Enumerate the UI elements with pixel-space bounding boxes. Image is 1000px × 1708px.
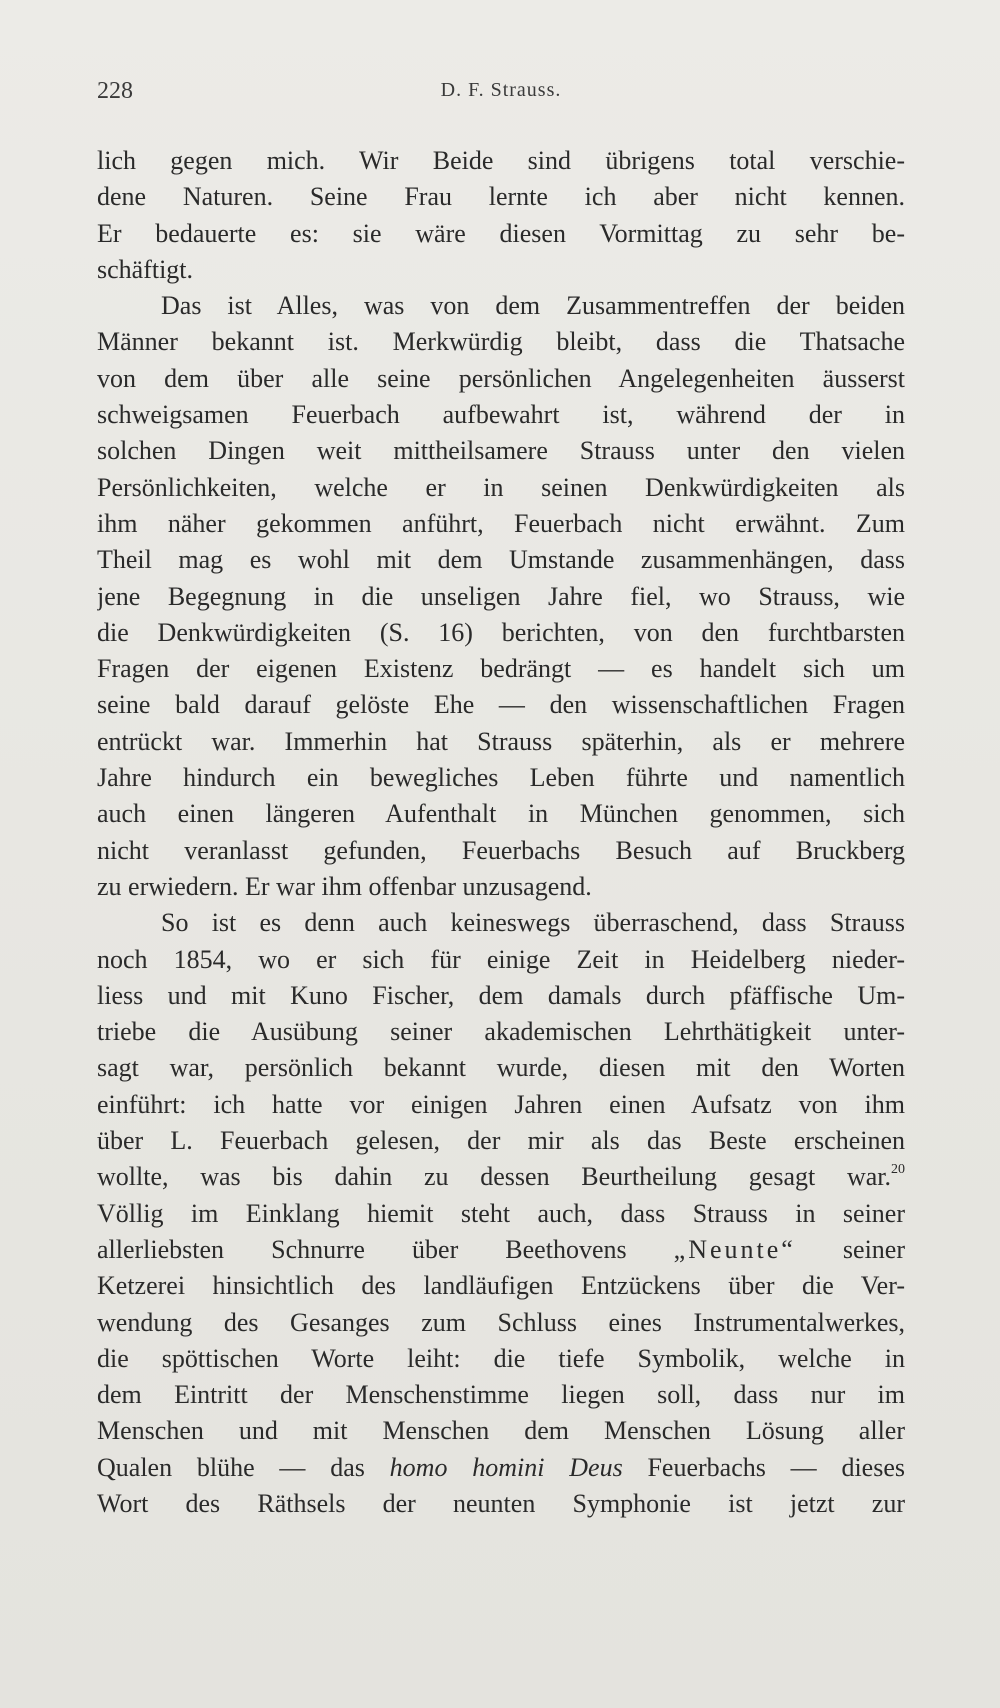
page-header [97, 78, 905, 114]
text-line: über L. Feuerbach gelesen, der mir als das Beste erscheinen [97, 1126, 905, 1156]
text-line: liess und mit Kuno Fischer, dem damals durch pfäffische Um- [97, 980, 905, 1010]
text-line: Theil mag es wohl mit dem Umstande zusammenhängen, dass [97, 545, 905, 575]
line-text-before: allerliebsten Schnurre über Beethovens [97, 1234, 674, 1264]
text-line: Wort des Räthsels der neunten Symphonie ist jetzt zur [97, 1488, 905, 1518]
paragraph-start-line: Das ist Alles, was von dem Zusammentreffen der beiden [161, 291, 905, 321]
text-line: Völlig im Einklang hiemit steht auch, dass Strauss in seiner [97, 1198, 905, 1228]
text-line: Persönlichkeiten, welche er in seinen Denkwürdigkeiten als [97, 472, 905, 502]
line-text-after: seiner [795, 1234, 905, 1264]
text-line: entrückt war. Immerhin hat Strauss späterhin, als er mehrere [97, 726, 905, 756]
text-line: Ketzerei hinsichtlich des landläufigen Entzückens über die Ver- [97, 1271, 905, 1301]
text-line: jene Begegnung in die unseligen Jahre fiel, wo Strauss, wie [97, 581, 905, 611]
text-line: auch einen längeren Aufenthalt in München genommen, sich [97, 799, 905, 829]
text-line: nicht veranlasst gefunden, Feuerbachs Besuch auf Bruckberg [97, 835, 905, 865]
text-line: die spöttischen Worte leiht: die tiefe Symbolik, welche in [97, 1343, 905, 1373]
text-line: dem Eintritt der Menschenstimme liegen soll, dass nur im [97, 1380, 905, 1410]
text-line: seine bald darauf gelöste Ehe — den wissenschaftlichen Fragen [97, 690, 905, 720]
line-text: wollte, was bis dahin zu dessen Beurtheilung gesagt war. [97, 1162, 891, 1192]
text-line-with-italic [97, 1450, 905, 1486]
text-line: Männer bekannt ist. Merkwürdig bleibt, dass die Thatsache [97, 327, 905, 357]
italic-phrase: homo homini Deus [389, 1452, 623, 1482]
text-line: Fragen der eigenen Existenz bedrängt — es handelt sich um [97, 654, 905, 684]
text-line-with-spaced-word [97, 1232, 905, 1268]
text-line: von dem über alle seine persönlichen Angelegenheiten äusserst [97, 363, 905, 393]
text-line: ihm näher gekommen anführt, Feuerbach nicht erwähnt. Zum [97, 508, 905, 538]
text-line: wendung des Gesanges zum Schluss eines Instrumentalwerkes, [97, 1307, 905, 1337]
text-line: lich gegen mich. Wir Beide sind übrigens total verschie- [97, 146, 905, 175]
text-line: die Denkwürdigkeiten (S. 16) berichten, von den furchtbarsten [97, 617, 905, 647]
text-line: solchen Dingen weit mittheilsamere Strauss unter den vielen [97, 436, 905, 466]
text-line: schäftigt. [97, 254, 194, 284]
paragraph-start-line: So ist es denn auch keineswegs überraschend, dass Strauss [161, 908, 905, 938]
running-title: D. F. Strauss. [440, 79, 562, 101]
text-line-with-footnote [97, 1159, 905, 1195]
line-text-after: Feuerbachs — dieses [622, 1452, 905, 1482]
spaced-emphasis: „Neunte“ [673, 1234, 796, 1264]
text-line: triebe die Ausübung seiner akademischen Lehrthätigkeit unter- [97, 1017, 905, 1047]
text-line: noch 1854, wo er sich für einige Zeit in Heidelberg nieder- [97, 944, 905, 974]
text-line: zu erwiedern. Er war ihm offenbar unzusagend. [97, 871, 592, 901]
text-line: einführt: ich hatte vor einigen Jahren einen Aufsatz von ihm [97, 1089, 905, 1119]
body-text [97, 143, 905, 1522]
text-line: dene Naturen. Seine Frau lernte ich aber nicht kennen. [97, 182, 905, 212]
text-line: Er bedauerte es: sie wäre diesen Vormittag zu sehr be- [97, 218, 905, 248]
text-line: Menschen und mit Menschen dem Menschen Lösung aller [97, 1416, 905, 1446]
line-text-before: Qualen blühe — das [97, 1452, 390, 1482]
page-number: 228 [97, 78, 133, 104]
footnote-marker[interactable]: 20 [891, 1162, 905, 1178]
text-line: Jahre hindurch ein bewegliches Leben führte und namentlich [97, 763, 905, 793]
text-line: sagt war, persönlich bekannt wurde, diesen mit den Worten [97, 1053, 905, 1083]
text-line: schweigsamen Feuerbach aufbewahrt ist, während der in [97, 400, 905, 430]
